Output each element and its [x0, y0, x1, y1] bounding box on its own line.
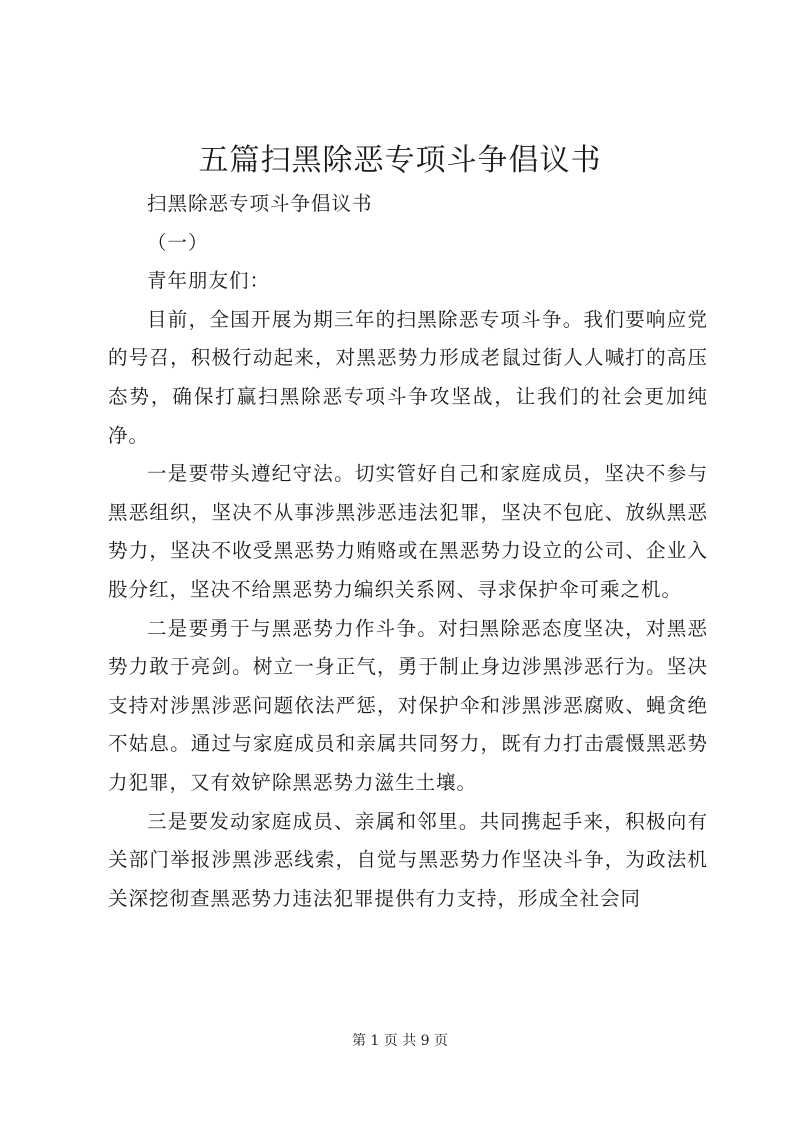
salutation: 青年朋友们：	[147, 269, 271, 293]
body-paragraph: 一是要带头遵纪守法。切实管好自己和家庭成员，坚决不参与黑恶组织，坚决不从事涉黑涉恶违法犯罪，坚决不包庇、放纵黑恶势力，坚决不收受黑恶势力贿赂或在黑恶势力设立的公司、企业入股分红，坚决不给黑恶势力编织关系网、寻求保护伞可乘之机。	[108, 462, 708, 601]
body-paragraph: 二是要勇于与黑恶势力作斗争。对扫黑除恶态度坚决，对黑恶势力敢于亮剑。树立一身正气，勇于制止身边涉黑涉恶行为。坚决支持对涉黑涉恶问题依法严惩，对保护伞和涉黑涉恶腐败、蝇贪绝不姑息。通过与家庭成员和亲属共同努力，既有力打击震慑黑恶势力犯罪，又有效铲除黑恶势力滋生土壤。	[108, 616, 708, 794]
body-paragraph: 目前，全国开展为期三年的扫黑除恶专项斗争。我们要响应党的号召，积极行动起来，对黑恶势力形成老鼠过街人人喊打的高压态势，确保打赢扫黑除恶专项斗争攻坚战，让我们的社会更加纯净。	[108, 307, 708, 447]
page-footer: 第 1 页 共 9 页	[351, 1033, 449, 1049]
document-body	[108, 185, 708, 918]
document-title: 五篇扫黑除恶专项斗争倡议书	[198, 143, 602, 178]
subtitle-paragraph: 扫黑除恶专项斗争倡议书	[147, 192, 373, 215]
section-number: （一）	[147, 230, 209, 254]
body-paragraph: 三是要发动家庭成员、亲属和邻里。共同携起手来，积极向有关部门举报涉黑涉恶线索，自觉与黑恶势力作坚决斗争，为政法机关深挖彻查黑恶势力违法犯罪提供有力支持，形成全社会同	[108, 809, 708, 910]
